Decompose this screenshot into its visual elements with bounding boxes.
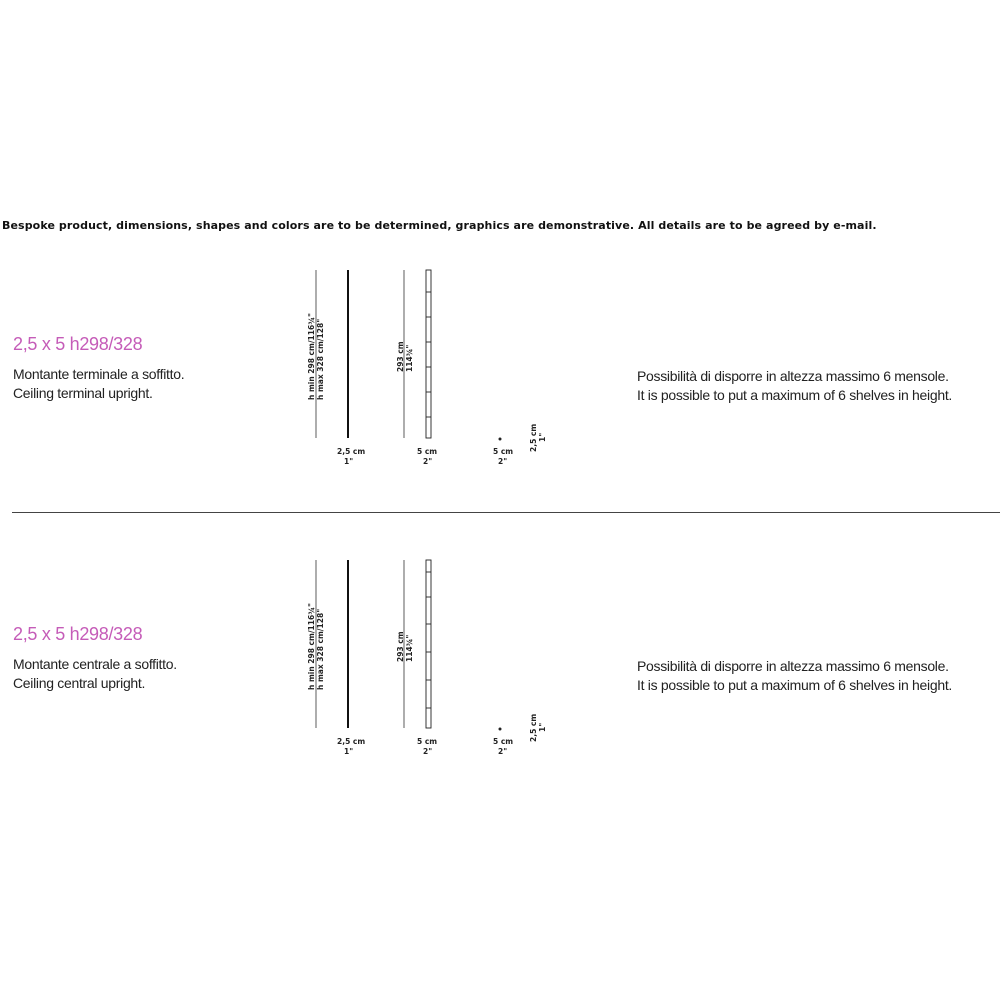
top-depth-in-label: 1" xyxy=(538,432,547,442)
front-height-in-label: 114¾" xyxy=(405,634,414,662)
front-height-cm-label: 293 cm xyxy=(396,341,405,372)
hmin-label: h min 298 cm/116¾" xyxy=(307,313,316,400)
upright-top-view xyxy=(499,728,502,731)
upright-top-view xyxy=(499,438,502,441)
hmax-label: h max 328 cm/128" xyxy=(316,318,325,400)
top-depth-cm-label: 2,5 cm xyxy=(529,423,538,452)
section-divider xyxy=(12,512,1000,513)
product-description-en: Ceiling central upright. xyxy=(13,675,146,691)
top-depth-cm-label: 2,5 cm xyxy=(529,713,538,742)
product-description-en: Ceiling terminal upright. xyxy=(13,385,153,401)
side-width-in-label: 1" xyxy=(344,457,354,466)
upright-front-view xyxy=(426,560,431,728)
top-width-in-label: 2" xyxy=(498,747,508,756)
hmax-label: h max 328 cm/128" xyxy=(316,608,325,690)
front-width-in-label: 2" xyxy=(423,747,433,756)
technical-drawing xyxy=(300,552,560,782)
disclaimer-notice: Bespoke product, dimensions, shapes and colors are to be determined, graphics are demonstrative. All details are to be agreed by e-mail. xyxy=(2,219,877,232)
front-width-cm-label: 5 cm xyxy=(417,447,438,456)
shelf-slot-marks xyxy=(426,572,431,708)
product-code: 2,5 x 5 h298/328 xyxy=(13,624,143,644)
shelf-note-it: Possibilità di disporre in altezza massimo 6 mensole. xyxy=(637,368,949,384)
hmin-label: h min 298 cm/116¾" xyxy=(307,603,316,690)
shelf-note-en: It is possible to put a maximum of 6 shelves in height. xyxy=(637,677,952,693)
product-description-it: Montante centrale a soffitto. xyxy=(13,656,177,672)
side-width-cm-label: 2,5 cm xyxy=(337,447,366,456)
shelf-note-en: It is possible to put a maximum of 6 shelves in height. xyxy=(637,387,952,403)
technical-drawing xyxy=(300,262,560,492)
shelf-slot-marks xyxy=(426,292,431,417)
side-width-cm-label: 2,5 cm xyxy=(337,737,366,746)
shelf-note-it: Possibilità di disporre in altezza massimo 6 mensole. xyxy=(637,658,949,674)
top-width-in-label: 2" xyxy=(498,457,508,466)
product-description-it: Montante terminale a soffitto. xyxy=(13,366,185,382)
product-section-terminal xyxy=(0,262,1000,492)
top-depth-in-label: 1" xyxy=(538,722,547,732)
front-height-cm-label: 293 cm xyxy=(396,631,405,662)
product-section-central xyxy=(0,552,1000,782)
upright-front-view xyxy=(426,270,431,438)
top-width-cm-label: 5 cm xyxy=(493,447,514,456)
front-height-in-label: 114¾" xyxy=(405,344,414,372)
product-code: 2,5 x 5 h298/328 xyxy=(13,334,143,354)
front-width-in-label: 2" xyxy=(423,457,433,466)
front-width-cm-label: 5 cm xyxy=(417,737,438,746)
side-width-in-label: 1" xyxy=(344,747,354,756)
top-width-cm-label: 5 cm xyxy=(493,737,514,746)
